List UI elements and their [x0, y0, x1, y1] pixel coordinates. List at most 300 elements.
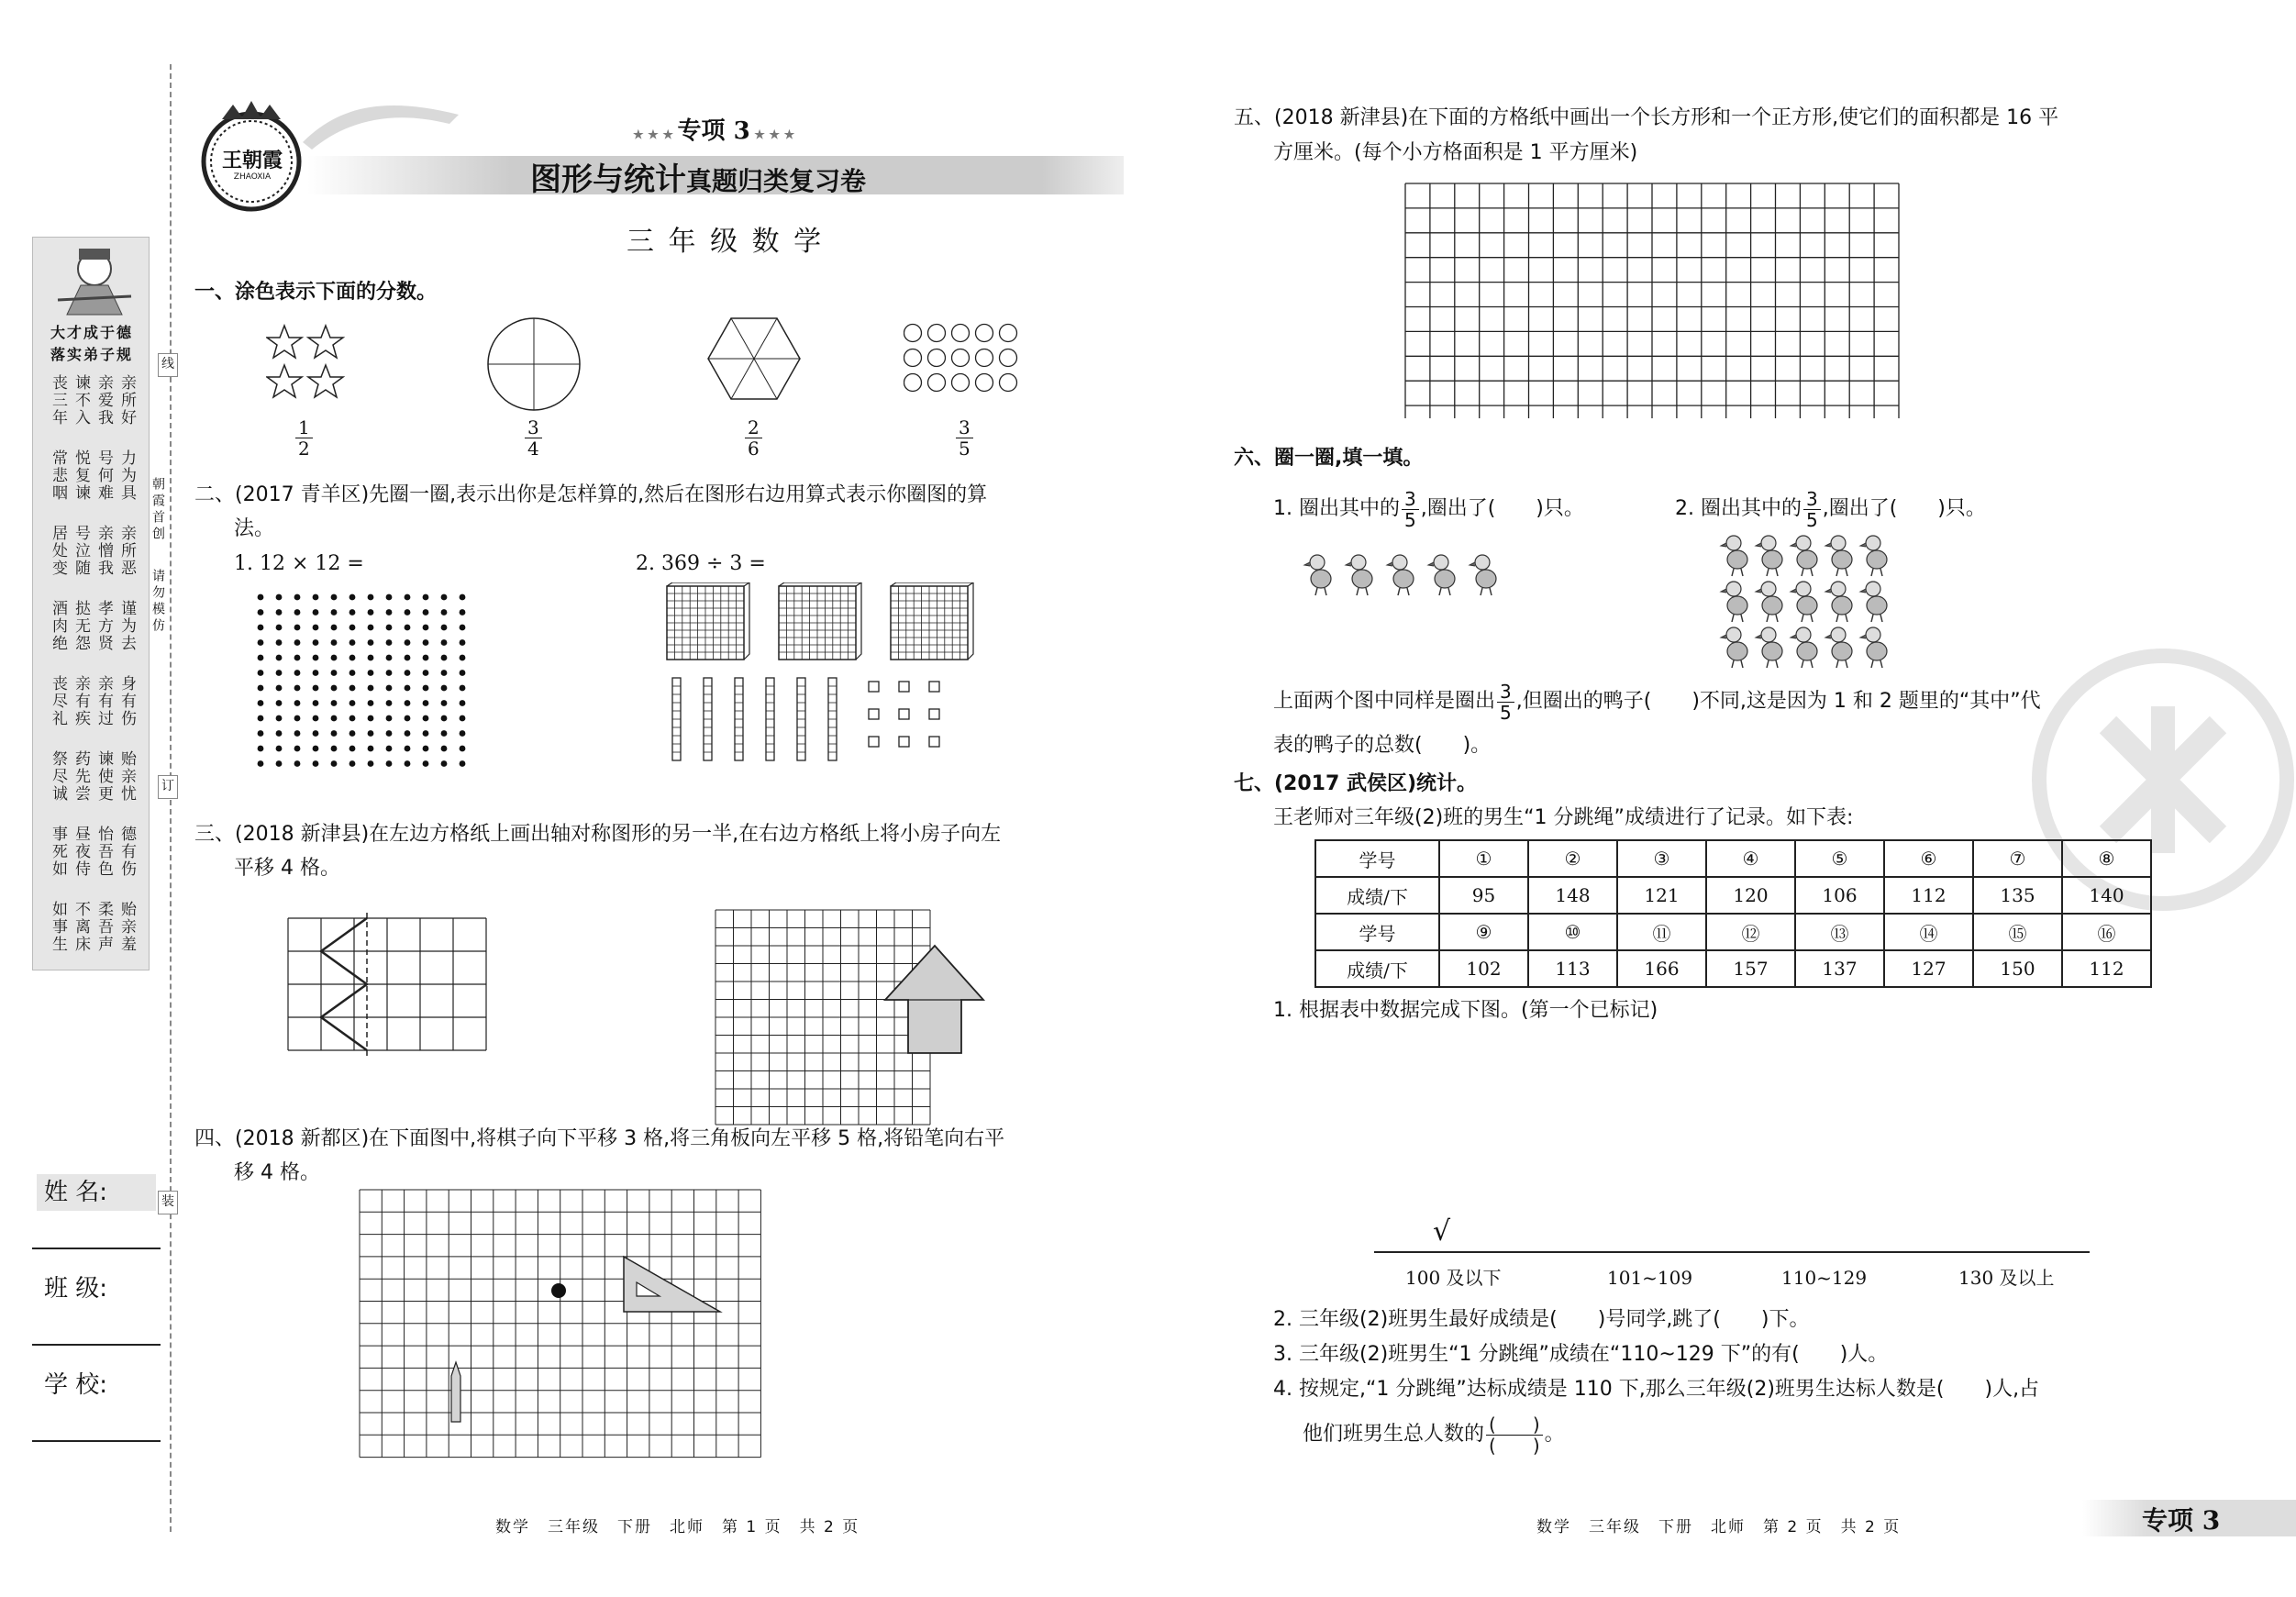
dot [294, 625, 301, 631]
dot [258, 715, 264, 722]
dot [313, 715, 319, 722]
q7-intro: 王老师对三年级(2)班的男生“1 分跳绳”成绩进行了记录。如下表: [1273, 806, 1854, 829]
logo-subtext: ZHAOXIA [233, 172, 272, 182]
field-name-line [32, 1248, 161, 1249]
dot [423, 715, 429, 722]
table-row [1315, 914, 2151, 950]
dot [349, 700, 356, 706]
q7-sub3: 3. 三年级(2)班男生“1 分跳绳”成绩在“110~129 下”的有( )人。 [1273, 1343, 1889, 1366]
dot [368, 700, 374, 706]
dot [349, 685, 356, 692]
one-cube [869, 737, 879, 747]
small-circle [928, 349, 946, 367]
verse-column: 亲有过 [94, 675, 113, 727]
grid-lines [715, 910, 930, 1125]
row-label: 学号 [1315, 840, 1439, 877]
dot [349, 655, 356, 661]
verse-column: 亲所恶 [117, 525, 136, 577]
score-table [1314, 839, 2152, 988]
logo-text: 王朝霞 [221, 149, 283, 172]
dot [349, 609, 356, 616]
dot-array-12x12[interactable] [255, 592, 475, 775]
small-circle [904, 325, 922, 342]
dot [331, 670, 338, 676]
dot [258, 746, 264, 752]
logo [194, 99, 309, 214]
q5-title-line2: 方厘米。(每个小方格面积是 1 平方厘米) [1273, 141, 1638, 164]
verse-column: 孝方贤 [94, 600, 113, 652]
dot [276, 639, 283, 646]
duck [1791, 536, 1817, 576]
dot [386, 730, 393, 737]
check-mark: √ [1433, 1215, 1451, 1248]
range-label-2: 101~109 [1607, 1267, 1693, 1289]
q7-sub4-line2: 他们班男生总人数的 $\frac{( )}{( )}$ 。 [1303, 1413, 1565, 1457]
verse-column: 怡吾色 [94, 826, 113, 878]
dot [313, 685, 319, 692]
duck [1791, 627, 1817, 668]
dot [331, 760, 338, 767]
verse-column: 柔吾声 [94, 901, 113, 953]
dot [331, 655, 338, 661]
grid-lines [288, 918, 486, 1050]
ribbon-decoration [303, 96, 459, 151]
binding-mark-2: 订 [158, 775, 178, 799]
verse-column: 亲憎我 [94, 525, 113, 577]
circles-figure[interactable] [904, 323, 1027, 401]
table-cell: ⑤ [1795, 840, 1884, 877]
circle-figure[interactable] [486, 316, 582, 412]
dot [368, 670, 374, 676]
q7-title: 七、(2017 武侯区)统计。 [1234, 772, 1477, 795]
base-ten-blocks[interactable] [665, 582, 977, 766]
dot [441, 609, 448, 616]
subtitle: 三 年 级 数 学 [627, 226, 825, 258]
dot [386, 746, 393, 752]
dot [258, 655, 264, 661]
verse-column: 德有伤 [117, 826, 136, 878]
table-cell: 166 [1617, 950, 1706, 987]
table-cell: ⑩ [1528, 914, 1617, 950]
duck [1387, 555, 1414, 595]
dot [441, 594, 448, 601]
dot [313, 639, 319, 646]
dot [294, 715, 301, 722]
dot [276, 746, 283, 752]
q7-sub4-line1: 4. 按规定,“1 分跳绳”达标成绩是 110 下,那么三年级(2)班男生达标人数是( )人,占 [1273, 1378, 2040, 1401]
q6-text-line2: 表的鸭子的总数( )。 [1273, 734, 1492, 757]
small-circle [976, 349, 993, 367]
dot [405, 625, 411, 631]
dot [368, 594, 374, 601]
table-cell: ② [1528, 840, 1617, 877]
duck [1825, 582, 1852, 622]
verse-column: 号何难 [94, 449, 113, 502]
table-cell: 120 [1706, 877, 1795, 914]
dot [423, 655, 429, 661]
dot [405, 746, 411, 752]
verse-column: 常悲咽 [49, 449, 67, 502]
side-note-1: 朝霞首创 [150, 477, 165, 543]
dot [313, 625, 319, 631]
small-circle [976, 374, 993, 392]
dot [441, 655, 448, 661]
field-class-line [32, 1344, 161, 1346]
one-cube [869, 682, 879, 692]
dot [368, 715, 374, 722]
area-grid[interactable] [1403, 182, 1903, 418]
page-title: 图形与统计真题归类复习卷 [530, 161, 867, 198]
table-cell: 112 [2062, 950, 2151, 987]
q6-sub1: 1. 圈出其中的 $\frac{3}{5}$ ,圈出了( )只。 [1273, 487, 1584, 531]
dot [423, 685, 429, 692]
verse-column: 号泣随 [72, 525, 90, 577]
dot [276, 700, 283, 706]
series-label: ★ ★ ★ 专项 3 ★ ★ ★ [633, 117, 795, 145]
small-circle [952, 349, 970, 367]
dot [460, 609, 466, 616]
dot [313, 594, 319, 601]
table-cell: ⑫ [1706, 914, 1795, 950]
q4-title-line2: 移 4 格。 [234, 1161, 320, 1184]
dot [313, 746, 319, 752]
verse-column: 力为具 [117, 449, 136, 502]
table-cell: ⑯ [2062, 914, 2151, 950]
dot [331, 685, 338, 692]
table-row [1315, 877, 2151, 914]
verse-column: 不离床 [72, 901, 90, 953]
dot [423, 746, 429, 752]
dot [349, 639, 356, 646]
row-label: 成绩/下 [1315, 950, 1439, 987]
duck [1825, 536, 1852, 576]
duck [1825, 627, 1852, 668]
q2-sub2: 2. 369 ÷ 3 = [636, 552, 766, 575]
dot [405, 609, 411, 616]
table-cell: ⑥ [1884, 840, 1973, 877]
ten-rod [797, 678, 805, 760]
dot [349, 730, 356, 737]
dot [423, 639, 429, 646]
ducks-group-1[interactable] [1301, 546, 1521, 605]
row-label: 学号 [1315, 914, 1439, 950]
q3-title-line2: 平移 4 格。 [234, 857, 340, 880]
small-circle [928, 374, 946, 392]
one-cube [899, 737, 909, 747]
tally-baseline [1374, 1251, 2090, 1253]
table-cell: ⑦ [1973, 840, 2062, 877]
ten-rod [704, 678, 712, 760]
q2-title-line2: 法。 [234, 517, 275, 540]
table-cell: ⑬ [1795, 914, 1884, 950]
table-cell: ① [1439, 840, 1528, 877]
dot [386, 609, 393, 616]
dot [386, 594, 393, 601]
dot [386, 625, 393, 631]
verse-column: 亲爱我 [94, 374, 113, 427]
dot [423, 609, 429, 616]
verse-column: 如事生 [49, 901, 67, 953]
dot [423, 625, 429, 631]
dot [331, 594, 338, 601]
small-circle [904, 374, 922, 392]
dot [460, 639, 466, 646]
dot [313, 730, 319, 737]
field-class-label: 班 级: [44, 1275, 108, 1303]
small-circle [1000, 374, 1017, 392]
dot [276, 685, 283, 692]
dot [258, 625, 264, 631]
dot [423, 670, 429, 676]
duck [1756, 627, 1782, 668]
verse-column: 谨为去 [117, 600, 136, 652]
dot [368, 685, 374, 692]
dot [460, 655, 466, 661]
dot [460, 700, 466, 706]
table-row [1315, 840, 2151, 877]
dot [276, 730, 283, 737]
dot [368, 760, 374, 767]
table-cell: ⑧ [2062, 840, 2151, 877]
hundred-block [667, 582, 749, 660]
ten-rod [828, 678, 837, 760]
dot [441, 760, 448, 767]
dot [349, 746, 356, 752]
dot [258, 594, 264, 601]
dot [460, 715, 466, 722]
dot [294, 609, 301, 616]
dot [441, 670, 448, 676]
translation-grid[interactable] [358, 1188, 1027, 1463]
range-label-3: 110~129 [1781, 1267, 1868, 1289]
table-cell: 135 [1973, 877, 2062, 914]
sidebar-motto-1: 大才成于德 [50, 324, 133, 341]
dot [423, 700, 429, 706]
small-circle [952, 325, 970, 342]
verse-column: 挞无怨 [72, 600, 90, 652]
dot [294, 594, 301, 601]
dot [368, 609, 374, 616]
dot [276, 760, 283, 767]
row-label: 成绩/下 [1315, 877, 1439, 914]
verse-column: 酒肉绝 [49, 600, 67, 652]
dot [258, 760, 264, 767]
duck [1791, 582, 1817, 622]
dot [258, 700, 264, 706]
dot [405, 715, 411, 722]
table-cell: ⑮ [1973, 914, 2062, 950]
dot [349, 670, 356, 676]
q2-sub1: 1. 12 × 12 = [234, 552, 364, 575]
dot [441, 625, 448, 631]
dot [368, 730, 374, 737]
small-circle [904, 349, 922, 367]
dot [331, 715, 338, 722]
q3-title-line1: 三、(2018 新津县)在左边方格纸上画出轴对称图形的另一半,在右边方格纸上将小房子向左 [194, 823, 1002, 846]
duck [1428, 555, 1455, 595]
duck [1860, 536, 1887, 576]
ducks-group-2[interactable] [1717, 532, 1901, 670]
dot [276, 625, 283, 631]
verse-column: 身有伤 [117, 675, 136, 727]
dot [386, 655, 393, 661]
verse-column: 悦复谏 [72, 449, 90, 502]
child-illustration [53, 243, 136, 316]
table-cell: 113 [1528, 950, 1617, 987]
hexagon-figure[interactable] [706, 316, 802, 401]
small-circle [1000, 325, 1017, 342]
verse-column: 丧尽礼 [49, 675, 67, 727]
q1-title: 一、涂色表示下面的分数。 [194, 281, 438, 304]
one-cube [929, 682, 939, 692]
one-cube [929, 709, 939, 719]
grid-lines [360, 1190, 760, 1458]
hundred-block [891, 582, 973, 660]
dot [331, 700, 338, 706]
dot [460, 625, 466, 631]
dot [294, 746, 301, 752]
binding-mark-3: 装 [158, 1191, 178, 1214]
dot [294, 685, 301, 692]
dot [276, 594, 283, 601]
dot [349, 760, 356, 767]
duck [1721, 536, 1747, 576]
verse-column: 丧三年 [49, 374, 67, 427]
dot [460, 746, 466, 752]
q1-frac-2: $\frac{3}{4}$ [523, 417, 544, 459]
house-translation-grid[interactable] [714, 908, 1007, 1133]
dot [368, 655, 374, 661]
dot [423, 730, 429, 737]
table-cell: ⑭ [1884, 914, 1973, 950]
footer-left: 数学 三年级 下册 北师 第 1 页 共 2 页 [495, 1518, 860, 1536]
star-decoration-right: ★ ★ ★ [749, 128, 795, 142]
dot [258, 670, 264, 676]
table-row [1315, 950, 2151, 987]
dot [331, 639, 338, 646]
dot [294, 760, 301, 767]
footer-tag: 专项 3 [2142, 1505, 2221, 1536]
dot [368, 625, 374, 631]
small-circle [976, 325, 993, 342]
table-cell: 127 [1884, 950, 1973, 987]
star-decoration-left: ★ ★ ★ [633, 128, 678, 142]
table-cell: 112 [1884, 877, 1973, 914]
sidebar-verses [46, 374, 138, 961]
dot [349, 715, 356, 722]
dot [405, 685, 411, 692]
verse-column: 贻亲忧 [117, 750, 136, 803]
dot [368, 639, 374, 646]
duck [1860, 627, 1887, 668]
dot [405, 655, 411, 661]
table-cell: 106 [1795, 877, 1884, 914]
table-cell: 137 [1795, 950, 1884, 987]
dot [349, 594, 356, 601]
dot [441, 685, 448, 692]
verse-grid [46, 374, 137, 976]
dot [313, 655, 319, 661]
symmetry-grid[interactable] [284, 913, 495, 1059]
dot [460, 685, 466, 692]
dot [386, 715, 393, 722]
dot [386, 760, 393, 767]
verse-column: 昼夜侍 [72, 826, 90, 878]
dot [441, 746, 448, 752]
verse-column: 亲所好 [117, 374, 136, 427]
q1-frac-3: $\frac{2}{6}$ [743, 417, 764, 459]
table-cell: 150 [1973, 950, 2062, 987]
small-circle [1000, 349, 1017, 367]
verse-column: 谏使更 [94, 750, 113, 803]
dot [258, 730, 264, 737]
dot [386, 700, 393, 706]
one-cube [929, 737, 939, 747]
dot [349, 625, 356, 631]
dot [423, 760, 429, 767]
q1-frac-4: $\frac{3}{5}$ [954, 417, 975, 459]
dot [313, 760, 319, 767]
pencil [451, 1362, 460, 1422]
range-label-4: 130 及以上 [1958, 1267, 2055, 1289]
range-label-1: 100 及以下 [1405, 1267, 1502, 1289]
duck [1304, 555, 1331, 595]
hundred-block [779, 582, 861, 660]
q6-text-line1: 上面两个图中同样是圈出 $\frac{3}{5}$ ,但圈出的鸭子( )不同,这是因为 1 和 2 题里的“其中”代 [1273, 680, 2041, 724]
duck [1860, 582, 1887, 622]
dot [258, 639, 264, 646]
q7-sub1: 1. 根据表中数据完成下图。(第一个已标记) [1273, 999, 1658, 1022]
table-cell: ④ [1706, 840, 1795, 877]
table-cell: 157 [1706, 950, 1795, 987]
dot [460, 760, 466, 767]
duck [1721, 627, 1747, 668]
duck [1346, 555, 1372, 595]
one-cube [869, 709, 879, 719]
dot [258, 685, 264, 692]
dot [441, 639, 448, 646]
dot [276, 609, 283, 616]
grid-lines [1405, 183, 1899, 418]
dot [331, 746, 338, 752]
dot [405, 639, 411, 646]
q2-title-line1: 二、(2017 青羊区)先圈一圈,表示出你是怎样算的,然后在图形右边用算式表示你圈图的算 [194, 483, 988, 506]
table-cell: 102 [1439, 950, 1528, 987]
ten-rod [766, 678, 774, 760]
field-school-line [32, 1440, 161, 1442]
q4-title-line1: 四、(2018 新都区)在下面图中,将棋子向下平移 3 格,将三角板向左平移 5 格,将铅笔向右平 [194, 1127, 1005, 1150]
table-cell: ⑪ [1617, 914, 1706, 950]
table-cell: 148 [1528, 877, 1617, 914]
verse-column: 居处变 [49, 525, 67, 577]
q1-frac-1: $\frac{1}{2}$ [294, 417, 315, 459]
ten-rod [672, 678, 681, 760]
q6-title: 六、圈一圈,填一填。 [1234, 447, 1424, 470]
small-circle [952, 374, 970, 392]
dot [313, 609, 319, 616]
dot [368, 746, 374, 752]
dot [460, 594, 466, 601]
dot [441, 715, 448, 722]
stars-figure[interactable] [266, 321, 358, 404]
verse-column: 药先尝 [72, 750, 90, 803]
table-cell: ⑨ [1439, 914, 1528, 950]
dot [405, 594, 411, 601]
chess-piece [551, 1283, 566, 1298]
ten-rod [735, 678, 743, 760]
dot [405, 730, 411, 737]
small-circle [928, 325, 946, 342]
